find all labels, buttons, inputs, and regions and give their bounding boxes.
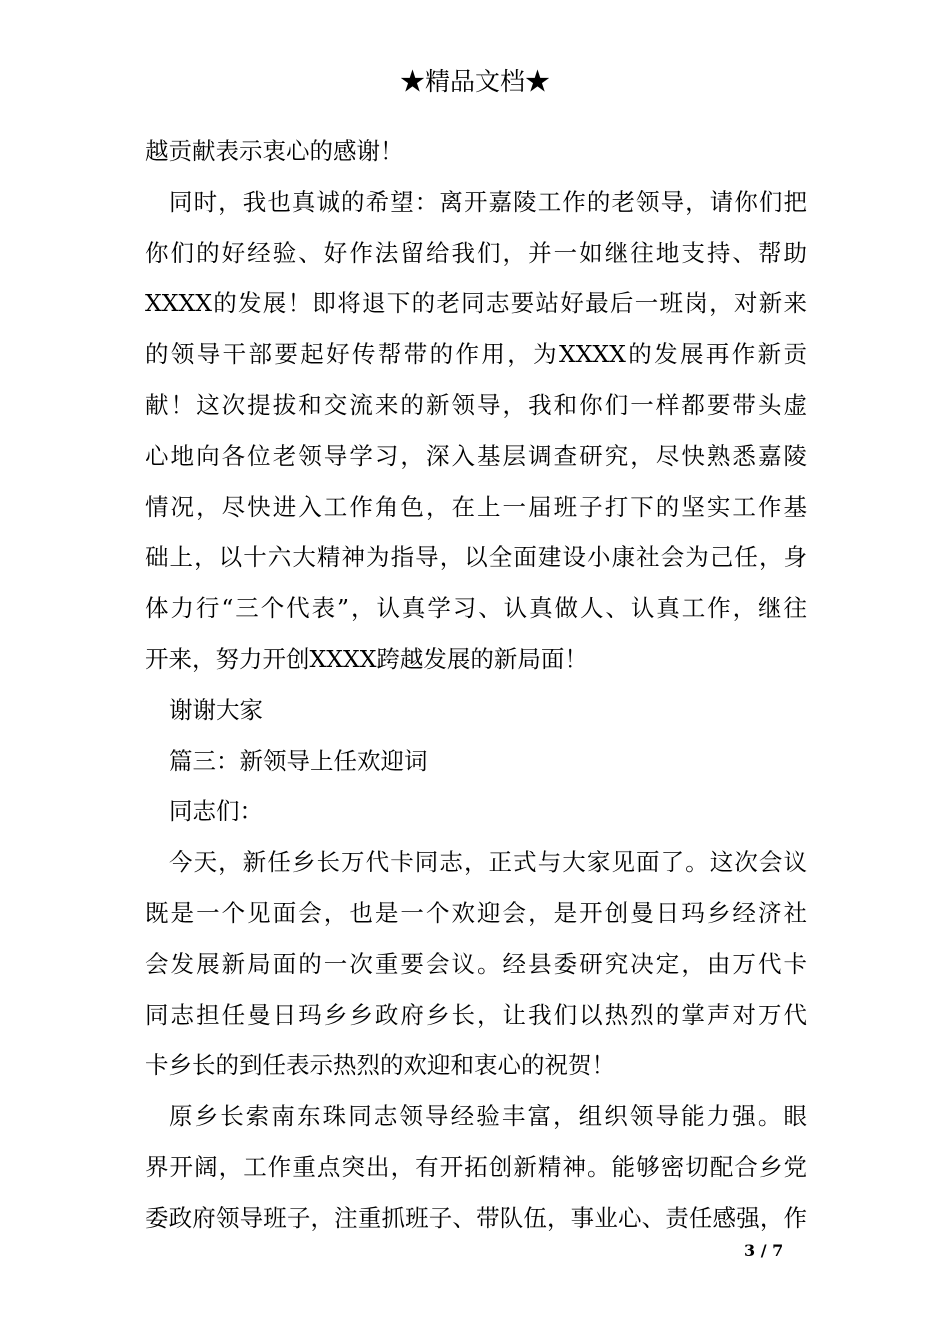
text-line: 篇三：新领导上任欢迎词 <box>169 746 428 775</box>
text-line: 原乡长索南东珠同志领导经验丰富，组织领导能力强。眼 <box>169 1102 807 1131</box>
text-line: 同志担任曼日玛乡乡政府乡长，让我们以热烈的掌声对万代 <box>145 1000 807 1029</box>
text-line: 心地向各位老领导学习，深入基层调查研究，尽快熟悉嘉陵 <box>145 441 807 470</box>
text-line: 同志们： <box>169 797 263 826</box>
text-line: 既是一个见面会，也是一个欢迎会，是开创曼日玛乡经济社 <box>145 898 807 927</box>
text-line: 体力行“三个代表”，认真学习、认真做人、认真工作，继往 <box>145 594 807 623</box>
text-line: 委政府领导班子，注重抓班子、带队伍，事业心、责任感强，作 <box>145 1203 807 1232</box>
document-body <box>145 126 807 1244</box>
text-line: 础上，以十六大精神为指导，以全面建设小康社会为己任，身 <box>145 543 807 572</box>
text-line: 越贡献表示衷心的感谢！ <box>145 137 404 165</box>
text-line: 同时，我也真诚的希望：离开嘉陵工作的老领导，请你们把 <box>169 187 807 216</box>
text-line: 会发展新局面的一次重要会议。经县委研究决定，由万代卡 <box>145 949 807 978</box>
text-line: 卡乡长的到任表示热烈的欢迎和衷心的祝贺！ <box>145 1051 615 1080</box>
text-line: 献！这次提拔和交流来的新领导，我和你们一样都要带头虚 <box>145 390 807 419</box>
page-header-title: ★精品文档★ <box>399 67 550 96</box>
text-line: 谢谢大家 <box>169 695 263 724</box>
page-number: 3 / 7 <box>744 1241 784 1260</box>
text-line: 你们的好经验、好作法留给我们，并一如继往地支持、帮助 <box>145 238 807 267</box>
text-line: 界开阔，工作重点突出，有开拓创新精神。能够密切配合乡党 <box>145 1152 807 1181</box>
text-line: 情况，尽快进入工作角色，在上一届班子打下的坚实工作基 <box>145 492 807 521</box>
text-line: 今天，新任乡长万代卡同志，正式与大家见面了。这次会议 <box>169 848 807 877</box>
text-line: 的领导干部要起好传帮带的作用，为XXXX的发展再作新贡 <box>145 340 807 369</box>
text-line: 开来，努力开创XXXX跨越发展的新局面！ <box>145 644 588 673</box>
text-line: XXXX的发展！即将退下的老同志要站好最后一班岗，对新来 <box>145 289 807 318</box>
